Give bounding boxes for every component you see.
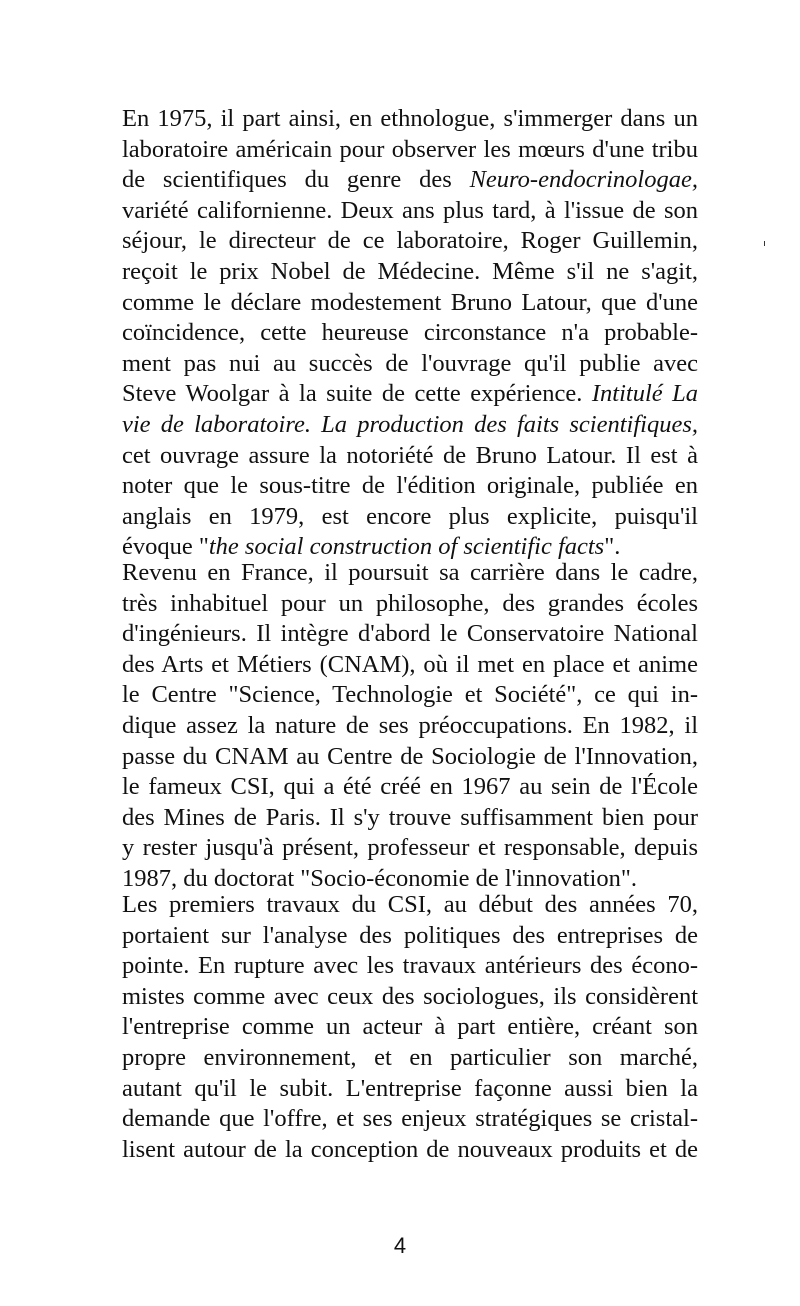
text-line: Revenu en France, il poursuit sa carrière dans le cadre,: [122, 559, 698, 586]
text-line: anglais en 1979, est encore plus explicite, puisqu'il: [122, 502, 698, 530]
paragraph-2: [122, 558, 698, 895]
text-line: [122, 379, 698, 410]
text-line: demande que l'offre, et ses enjeux stratégiques se cristal-: [122, 1105, 698, 1133]
text-line: variété californienne. Deux ans plus tard, à l'issue de son: [122, 196, 698, 224]
text-line: y rester jusqu'à présent, professeur et responsable, depuis: [122, 834, 698, 862]
text-line: comme le déclare modestement Bruno Latour, que d'une: [122, 288, 698, 316]
text-line: 1987, du doctorat "Socio-économie de l'innovation".: [122, 864, 637, 892]
text-line: passe du CNAM au Centre de Sociologie de l'Innovation,: [122, 742, 698, 770]
text-line: noter que le sous-titre de l'édition originale, publiée en: [122, 472, 698, 500]
paragraph-3: [122, 890, 698, 1165]
italic-book-title: vie de laboratoire. La production des faits scientifiques,: [122, 410, 698, 438]
text-line: coïncidence, cette heureuse circonstance n'a probable-: [122, 319, 698, 347]
italic-genus-name: Neuro-endocrinologae,: [469, 166, 698, 194]
italic-original-subtitle: the social construction of scientific facts: [208, 533, 605, 561]
text-line: ment pas nui au succès de l'ouvrage qu'il publie avec: [122, 349, 698, 377]
text-line: propre environnement, et en particulier son marché,: [122, 1043, 698, 1071]
text-line: dique assez la nature de ses préoccupations. En 1982, il: [122, 711, 698, 739]
text-line: l'entreprise comme un acteur à part entière, créant son: [122, 1013, 698, 1041]
text-line: cet ouvrage assure la notoriété de Bruno Latour. Il est à: [122, 441, 698, 469]
page-number: 4: [393, 1233, 407, 1258]
text-line: En 1975, il part ainsi, en ethnologue, s'immerger dans un: [122, 105, 698, 132]
text-line: Les premiers travaux du CSI, au début des années 70,: [122, 891, 698, 918]
text-line: reçoit le prix Nobel de Médecine. Même s'il ne s'agit,: [122, 257, 698, 285]
text-line: très inhabituel pour un philosophe, des grandes écoles: [122, 589, 698, 617]
text-line: des Mines de Paris. Il s'y trouve suffisamment bien pour: [122, 803, 698, 831]
text-run: Steve Woolgar à la suite de cette expérience.: [122, 380, 592, 408]
text-line: le Centre "Science, Technologie et Société", ce qui in-: [122, 681, 698, 709]
text-line: des Arts et Métiers (CNAM), où il met en place et anime: [122, 650, 698, 678]
text-line: [122, 165, 698, 196]
scan-speck: [764, 241, 765, 246]
text-line: le fameux CSI, qui a été créé en 1967 au sein de l'École: [122, 773, 698, 801]
italic-book-title: Intitulé La: [591, 380, 698, 408]
paragraph-1: [122, 104, 698, 563]
text-line: d'ingénieurs. Il intègre d'abord le Conservatoire National: [122, 620, 698, 648]
text-line: pointe. En rupture avec les travaux antérieurs des écono-: [122, 952, 698, 980]
text-line: lisent autour de la conception de nouveaux produits et de: [122, 1135, 698, 1163]
text-run: ".: [604, 533, 621, 561]
text-line: séjour, le directeur de ce laboratoire, Roger Guillemin,: [122, 227, 698, 255]
text-run: évoque ": [122, 533, 209, 561]
text-run: de scientifiques du genre des: [122, 166, 470, 194]
text-line: autant qu'il le subit. L'entreprise façonne aussi bien la: [122, 1074, 698, 1102]
text-line-italic: [122, 410, 698, 441]
text-line: portaient sur l'analyse des politiques des entreprises de: [122, 921, 698, 949]
text-line: laboratoire américain pour observer les mœurs d'une tribu: [122, 135, 698, 163]
text-line: mistes comme avec ceux des sociologues, ils considèrent: [122, 982, 698, 1010]
